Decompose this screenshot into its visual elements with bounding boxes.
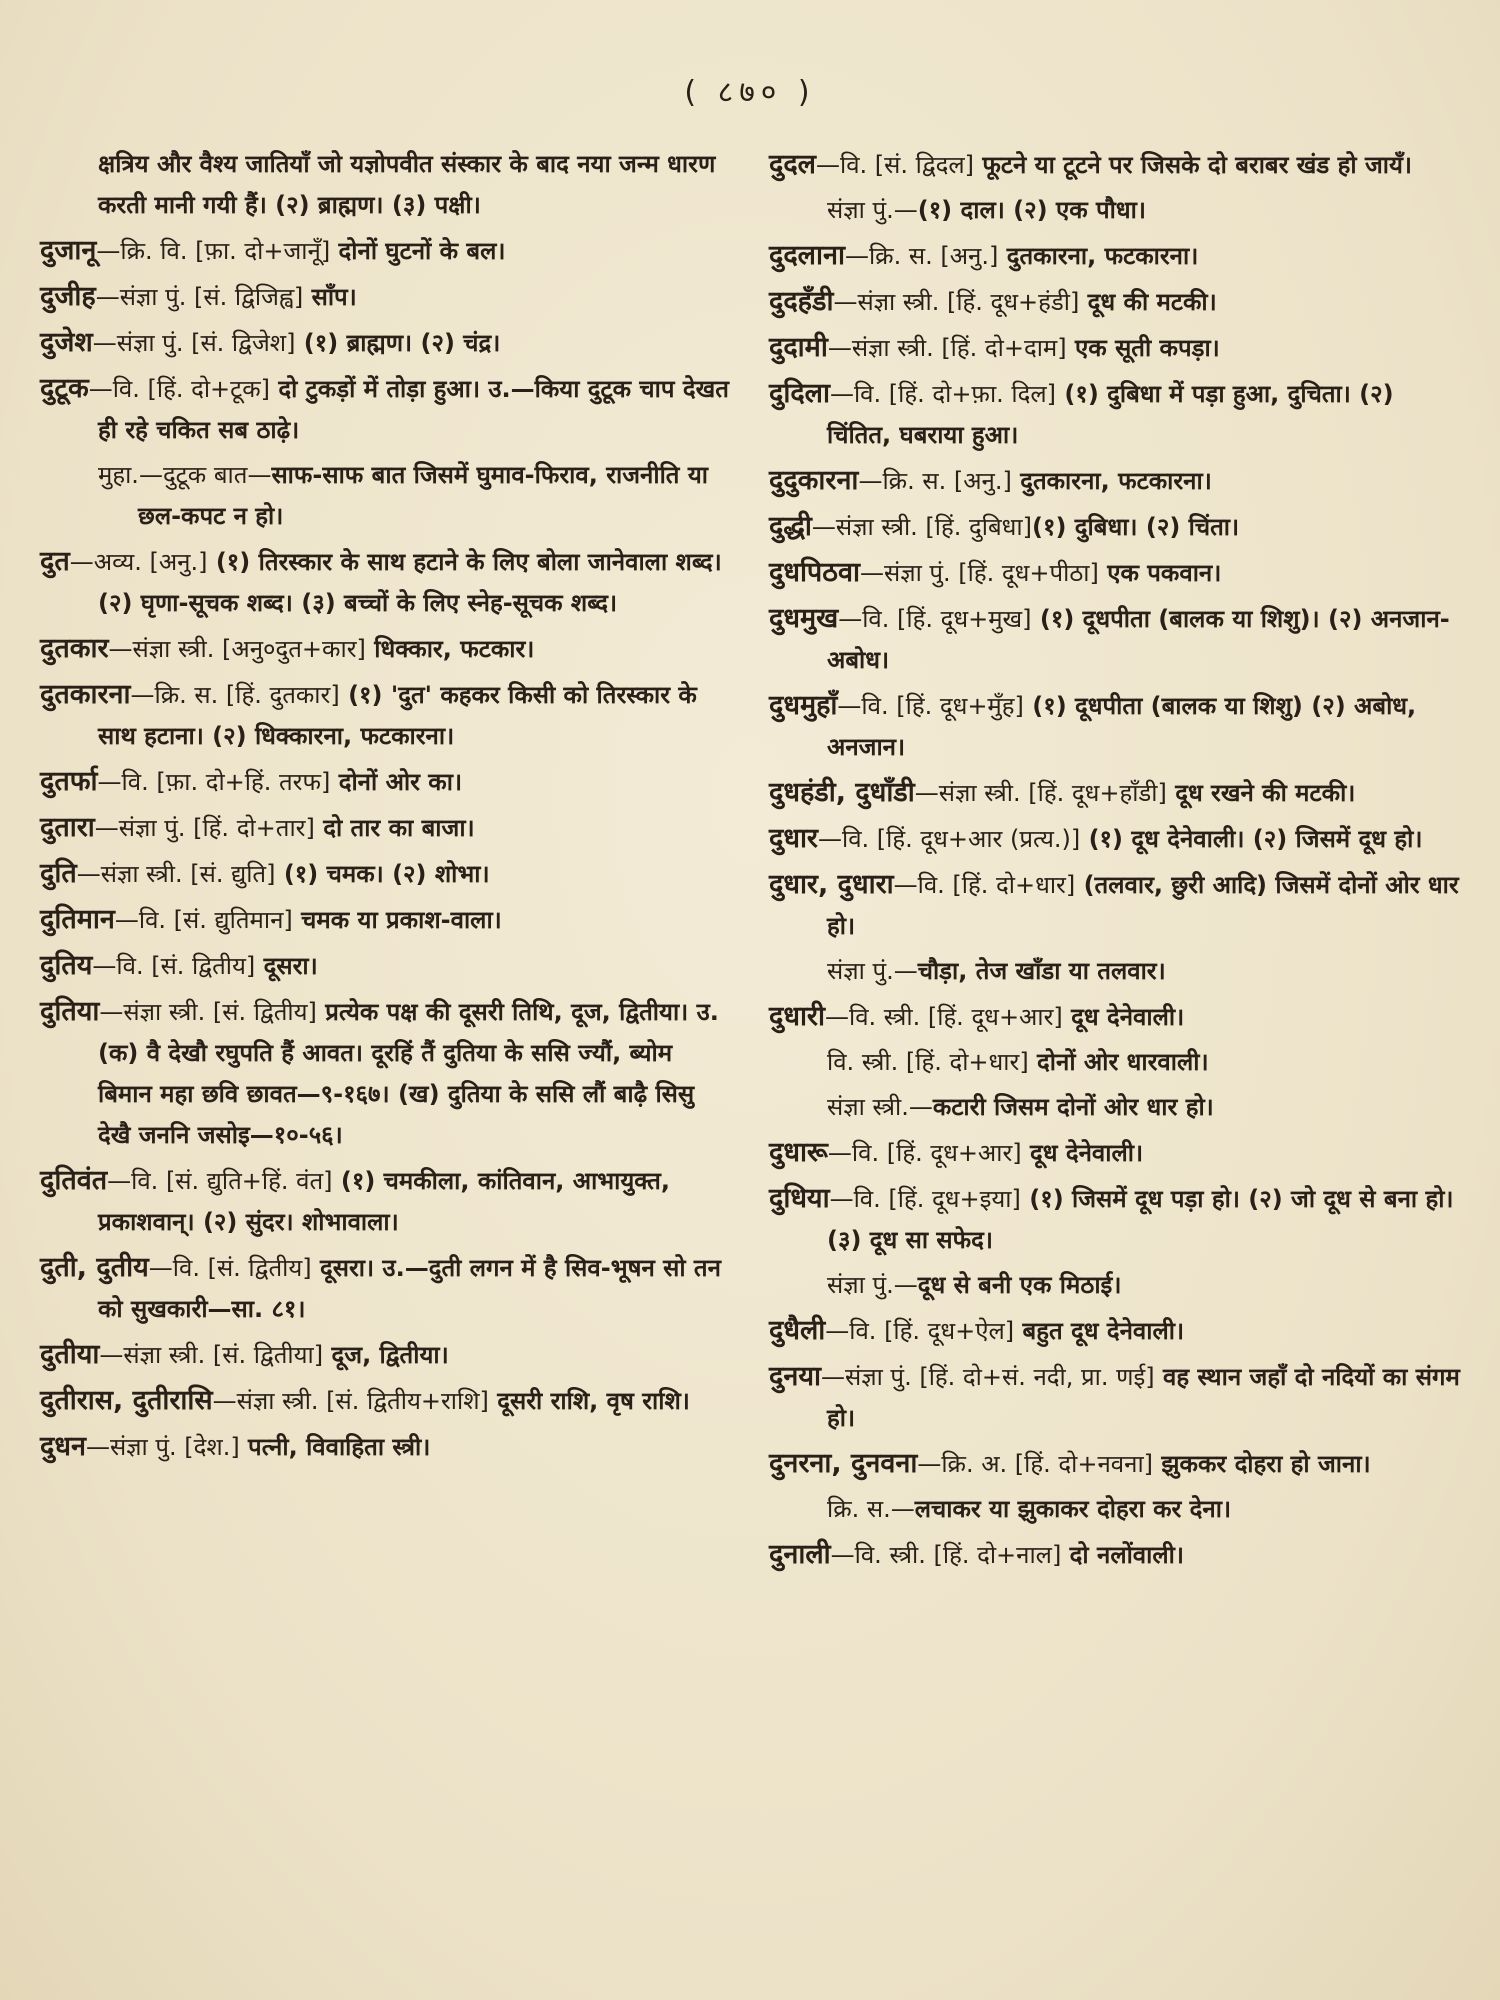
entry-headword: दुतारा (40, 812, 95, 843)
dictionary-entry (769, 190, 1460, 231)
entry-headword: दुधहंडी, दुधाँडी (769, 777, 915, 808)
entry-headword: दुनरना, दुनवना (769, 1448, 918, 1479)
dictionary-entry (769, 1489, 1460, 1530)
dictionary-entry (40, 853, 731, 895)
entry-grammar: —वि. [हिं. दूध+मुख] (838, 605, 1032, 633)
entry-grammar: —वि. [हिं. दूध+आर (प्रत्य.)] (817, 825, 1081, 853)
entry-definition: धिक्कार, फटकार। (365, 635, 535, 663)
entry-definition: एक पकवान। (1098, 559, 1222, 587)
entry-definition: दूध की मटकी। (1079, 288, 1217, 316)
entry-definition: (१) दुबिधा में पड़ा हुआ, दुचिता। (२) चिंतित, घबराया हुआ। (827, 380, 1394, 449)
entry-headword: दुति (40, 858, 77, 889)
entry-headword: दुदुकारना (769, 465, 859, 496)
entry-headword: दुतर्फा (40, 766, 98, 797)
dictionary-entry (40, 368, 731, 451)
entry-grammar: —वि. [हिं. दूध+मुँह] (837, 692, 1024, 720)
page-number: ( ८७० ) (684, 75, 816, 110)
entry-grammar: —संज्ञा स्त्री. [सं. द्युति] (76, 860, 276, 888)
dictionary-entry (40, 144, 731, 226)
dictionary-entry (769, 373, 1460, 456)
entry-definition: लचाकर या झुकाकर दोहरा कर देना। (914, 1495, 1232, 1523)
entry-definition: दूध देनेवाली। (1021, 1139, 1144, 1167)
dictionary-entry (769, 327, 1460, 369)
entry-grammar: —संज्ञा स्त्री. [सं. द्वितीय] (99, 998, 317, 1026)
dictionary-entry (769, 1356, 1460, 1439)
dictionary-entry (40, 1426, 731, 1468)
entry-definition: क्षत्रिय और वैश्य जातियाँ जो यज्ञोपवीत संस्कार के बाद नया जन्म धारण करती मानी गयी हैं। (२) ब्राह्मण। (३) पक्षी। (98, 150, 716, 219)
entry-definition: कटारी जिसम दोनों ओर धार हो। (932, 1093, 1214, 1121)
dictionary-entry (769, 460, 1460, 502)
entry-definition: (तलवार, छुरी आदि) जिसमें दोनों ओर धार हो। (827, 871, 1459, 940)
entry-headword: दुतकारना (40, 679, 131, 710)
entry-grammar: —वि. [हिं. दो+धार] (893, 871, 1076, 899)
entry-definition: दुतकारना, फटकारना। (1011, 467, 1212, 495)
entry-definition: बहुत दूध देनेवाली। (1014, 1317, 1185, 1345)
entry-headword: दुधमुख (769, 603, 839, 634)
entry-definition: (१) दुबिधा। (२) चिंता। (1032, 513, 1240, 541)
right-column (769, 144, 1460, 1580)
entry-definition: (१) दाल। (२) एक पौधा। (917, 196, 1146, 224)
entry-definition: (१) ब्राह्मण। (२) चंद्र। (295, 329, 501, 357)
dictionary-entry (40, 276, 731, 318)
dictionary-entry (769, 598, 1460, 681)
entry-headword: दुधमुहाँ (769, 690, 838, 721)
entry-grammar: —संज्ञा पुं. [हिं. दो+तार] (94, 814, 315, 842)
entry-headword: दुजानू (40, 235, 97, 266)
entry-grammar: —वि. [सं. द्वितीय] (148, 1254, 312, 1282)
entry-headword: दुधिया (769, 1183, 830, 1214)
entry-grammar: —क्रि. स. [अनु.] (844, 242, 999, 270)
entry-headword: दुनाली (769, 1539, 831, 1570)
entry-headword: दुजेश (40, 327, 93, 358)
entry-grammar: —वि. [हिं. दूध+इया] (829, 1185, 1021, 1213)
entry-headword: दुनया (769, 1361, 821, 1392)
dictionary-entry (769, 951, 1460, 992)
entry-definition: दोनों ओर का। (330, 768, 463, 796)
entry-definition: फूटने या टूटने पर जिसके दो बराबर खंड हो जायँ। (974, 151, 1412, 179)
entry-grammar: —संज्ञा स्त्री. [हिं. दूध+हाँडी] (914, 779, 1167, 807)
entry-definition: (१) दूधपीता (बालक या शिशु) (२) अबोध, अनजान। (827, 692, 1417, 761)
entry-grammar: वि. स्त्री. [हिं. दो+धार] (827, 1048, 1029, 1076)
dictionary-entry (40, 1334, 731, 1376)
entry-headword: दुधारी (769, 1001, 825, 1032)
entry-headword: दुतिमान (40, 904, 115, 935)
dictionary-entry (40, 899, 731, 941)
dictionary-entry (769, 1132, 1460, 1174)
entry-grammar: —संज्ञा पुं. [देश.] (85, 1433, 240, 1461)
entry-definition: (१) तिरस्कार के साथ हटाने के लिए बोला जानेवाला शब्द। (२) घृणा-सूचक शब्द। (३) बच्चों के लिए स्नेह-सूचक शब्द। (98, 548, 722, 617)
entry-definition: दो नलोंवाली। (1061, 1541, 1184, 1569)
dictionary-entry (769, 1310, 1460, 1352)
entry-definition: दो टुकड़ों में तोड़ा हुआ। उ.—किया दुटूक चाप देखत ही रहे चकित सब ठाढ़े। (98, 375, 729, 444)
entry-headword: दुतिय (40, 950, 93, 981)
dictionary-entry (769, 996, 1460, 1038)
entry-headword: दुटूक (40, 373, 89, 404)
entry-headword: दुधपिठवा (769, 557, 860, 588)
entry-grammar: —वि. [सं. द्युतिमान] (114, 906, 293, 934)
entry-headword: दुदामी (769, 332, 828, 363)
entry-definition: दूध से बनी एक मिठाई। (917, 1271, 1122, 1299)
entry-grammar: —वि. [सं. द्युति+हिं. वंत] (107, 1167, 333, 1195)
entry-headword: दुदल (769, 149, 816, 180)
entry-headword: दुतकार (40, 633, 109, 664)
dictionary-entry (40, 945, 731, 987)
entry-grammar: —वि. [सं. द्वितीय] (92, 952, 256, 980)
entry-grammar: —संज्ञा पुं. [सं. द्विजेश] (92, 329, 296, 357)
dictionary-entry (769, 1042, 1460, 1083)
entry-headword: दुदहँडी (769, 286, 834, 317)
entry-grammar: —संज्ञा स्त्री. [सं. द्वितीया] (99, 1341, 324, 1369)
dictionary-entry (769, 235, 1460, 277)
entry-definition: दूध देनेवाली। (1062, 1003, 1185, 1031)
entry-definition: (१) दूधपीता (बालक या शिशु)। (२) अनजान-अबोध। (827, 605, 1450, 674)
entry-definition: दुतकारना, फटकारना। (998, 242, 1199, 270)
entry-definition: दूसरा। उ.—दुती लगन में है सिव-भूषन सो तन को सुखकारी—सा. ८१। (98, 1254, 721, 1323)
entry-grammar: —वि. स्त्री. [हिं. दो+नाल] (830, 1541, 1062, 1569)
entry-headword: दुधैली (769, 1315, 826, 1346)
entry-grammar: क्रि. स.— (827, 1495, 915, 1523)
entry-grammar: संज्ञा पुं.— (827, 1271, 918, 1299)
entry-grammar: संज्ञा पुं.— (827, 957, 918, 985)
entry-grammar: —वि. [हिं. दूध+ऐल] (825, 1317, 1015, 1345)
dictionary-entry (40, 807, 731, 849)
entry-definition: एक सूती कपड़ा। (1066, 334, 1220, 362)
entry-definition: दूज, द्वितीया। (323, 1341, 449, 1369)
entry-grammar: —संज्ञा पुं. [हिं. दो+सं. नदी, प्रा. णई] (820, 1363, 1155, 1391)
dictionary-entry (769, 1178, 1460, 1261)
dictionary-entry (40, 322, 731, 364)
entry-grammar: —संज्ञा पुं. [सं. द्विजिह्व] (95, 283, 304, 311)
entry-headword: दुदलाना (769, 240, 845, 271)
entry-grammar: —क्रि. अ. [हिं. दो+नवना] (917, 1450, 1154, 1478)
dictionary-entry (769, 1265, 1460, 1306)
entry-definition: (१) चमक। (२) शोभा। (275, 860, 490, 888)
entry-definition: दोनों ओर धारवाली। (1028, 1048, 1209, 1076)
entry-definition: चौड़ा, तेज खाँडा या तलवार। (917, 957, 1166, 985)
entry-headword: दुजीह (40, 281, 96, 312)
dictionary-entry (40, 541, 731, 624)
entry-headword: दुतिवंत (40, 1165, 108, 1196)
entry-headword: दुधारू (769, 1137, 828, 1168)
entry-definition: दूसरी राशि, वृष राशि। (488, 1387, 690, 1415)
dictionary-entry (40, 674, 731, 757)
entry-definition: झुककर दोहरा हो जाना। (1153, 1450, 1371, 1478)
entry-grammar: —वि. स्त्री. [हिं. दूध+आर] (824, 1003, 1063, 1031)
entry-grammar: —वि. [सं. द्विदल] (815, 151, 975, 179)
dictionary-entry (769, 1443, 1460, 1485)
entry-definition: दूसरा। (255, 952, 318, 980)
dictionary-entry (769, 685, 1460, 768)
entry-definition: साँप। (303, 283, 357, 311)
left-column (40, 144, 731, 1580)
entry-grammar: —क्रि. स. [अनु.] (858, 467, 1012, 495)
dictionary-entry (769, 552, 1460, 594)
entry-grammar: मुहा.—दुटूक बात— (98, 461, 272, 489)
entry-grammar: —क्रि. स. [हिं. दुतकार] (130, 681, 340, 709)
dictionary-entry (40, 1380, 731, 1422)
dictionary-entry (40, 455, 731, 537)
entry-definition: दो तार का बाजा। (314, 814, 475, 842)
entry-definition: (१) चमकीला, कांतिवान, आभायुक्त, प्रकाशवान्। (२) सुंदर। शोभावाला। (98, 1167, 670, 1236)
entry-grammar: —वि. [फ़ा. दो+हिं. तरफ] (97, 768, 331, 796)
entry-headword: दुतीया (40, 1339, 100, 1370)
entry-headword: दुदिला (769, 378, 830, 409)
entry-headword: दुतीरास, दुतीरासि (40, 1385, 213, 1416)
entry-definition: पत्नी, विवाहिता स्त्री। (239, 1433, 431, 1461)
dictionary-entry (769, 1534, 1460, 1576)
entry-grammar: —संज्ञा स्त्री. [हिं. दुबिधा] (811, 513, 1033, 541)
dictionary-entry (769, 281, 1460, 323)
entry-definition: (१) 'दुत' कहकर किसी को तिरस्कार के साथ हटाना। (२) धिक्कारना, फटकारना। (98, 681, 697, 750)
dictionary-entry (40, 761, 731, 803)
entry-definition: वह स्थान जहाँ दो नदियों का संगम हो। (827, 1363, 1460, 1432)
dictionary-entry (40, 991, 731, 1156)
entry-definition: दूध रखने की मटकी। (1166, 779, 1356, 807)
dictionary-entry (769, 1087, 1460, 1128)
entry-grammar: —वि. [हिं. दो+फ़ा. दिल] (829, 380, 1057, 408)
dictionary-entry (769, 818, 1460, 860)
entry-grammar: —वि. [हिं. दूध+आर] (827, 1139, 1022, 1167)
dictionary-entry (40, 230, 731, 272)
entry-headword: दुत (40, 546, 70, 577)
dictionary-entry (769, 506, 1460, 548)
entry-grammar: —संज्ञा स्त्री. [अनु०दुत+कार] (108, 635, 366, 663)
entry-grammar: संज्ञा स्त्री.— (827, 1093, 933, 1121)
entry-grammar: —क्रि. वि. [फ़ा. दो+जानूँ] (96, 237, 331, 265)
entry-definition: (१) दूध देनेवाली। (२) जिसमें दूध हो। (1080, 825, 1423, 853)
entry-grammar: —संज्ञा पुं. [हिं. दूध+पीठा] (859, 559, 1099, 587)
dictionary-entry (40, 628, 731, 670)
dictionary-entry (769, 772, 1460, 814)
entry-headword: दुधन (40, 1431, 86, 1462)
entry-definition: चमक या प्रकाश-वाला। (292, 906, 502, 934)
entry-headword: दुद्धी (769, 511, 812, 542)
entry-headword: दुती, दुतीय (40, 1252, 149, 1283)
entry-grammar: —अव्य. [अनु.] (69, 548, 208, 576)
entry-grammar: —संज्ञा स्त्री. [सं. द्वितीय+राशि] (212, 1387, 489, 1415)
entry-grammar: संज्ञा पुं.— (827, 196, 918, 224)
dictionary-entry (769, 144, 1460, 186)
entry-definition: साफ-साफ बात जिसमें घुमाव-फिराव, राजनीति या छल-कपट न हो। (138, 461, 708, 530)
entry-grammar: —संज्ञा स्त्री. [हिं. दूध+हंडी] (833, 288, 1080, 316)
dictionary-entry (40, 1247, 731, 1330)
dictionary-entry (40, 1160, 731, 1243)
entry-definition: (१) जिसमें दूध पड़ा हो। (२) जो दूध से बना हो। (३) दूध सा सफेद। (827, 1185, 1454, 1254)
entry-grammar: —संज्ञा स्त्री. [हिं. दो+दाम] (827, 334, 1067, 362)
entry-headword: दुधार, दुधारा (769, 869, 894, 900)
entry-headword: दुधार (769, 823, 818, 854)
entry-definition: प्रत्येक पक्ष की दूसरी तिथि, दूज, द्वितीया। उ. (क) वै देखौ रघुपति हैं आवत। दूरहिं तैं दुतिया के ससि ज्यौं, ब्योम बिमान महा छवि छावत—९-१६७। (ख) दुतिया के ससि लौं बाढ़ै सिसु देखै जननि जसोइ—१०-५६। (98, 998, 719, 1149)
dictionary-entry (769, 864, 1460, 947)
entry-grammar: —वि. [हिं. दो+टूक] (88, 375, 271, 403)
columns (40, 144, 1460, 1580)
entry-definition: दोनों घुटनों के बल। (330, 237, 506, 265)
entry-headword: दुतिया (40, 996, 100, 1027)
